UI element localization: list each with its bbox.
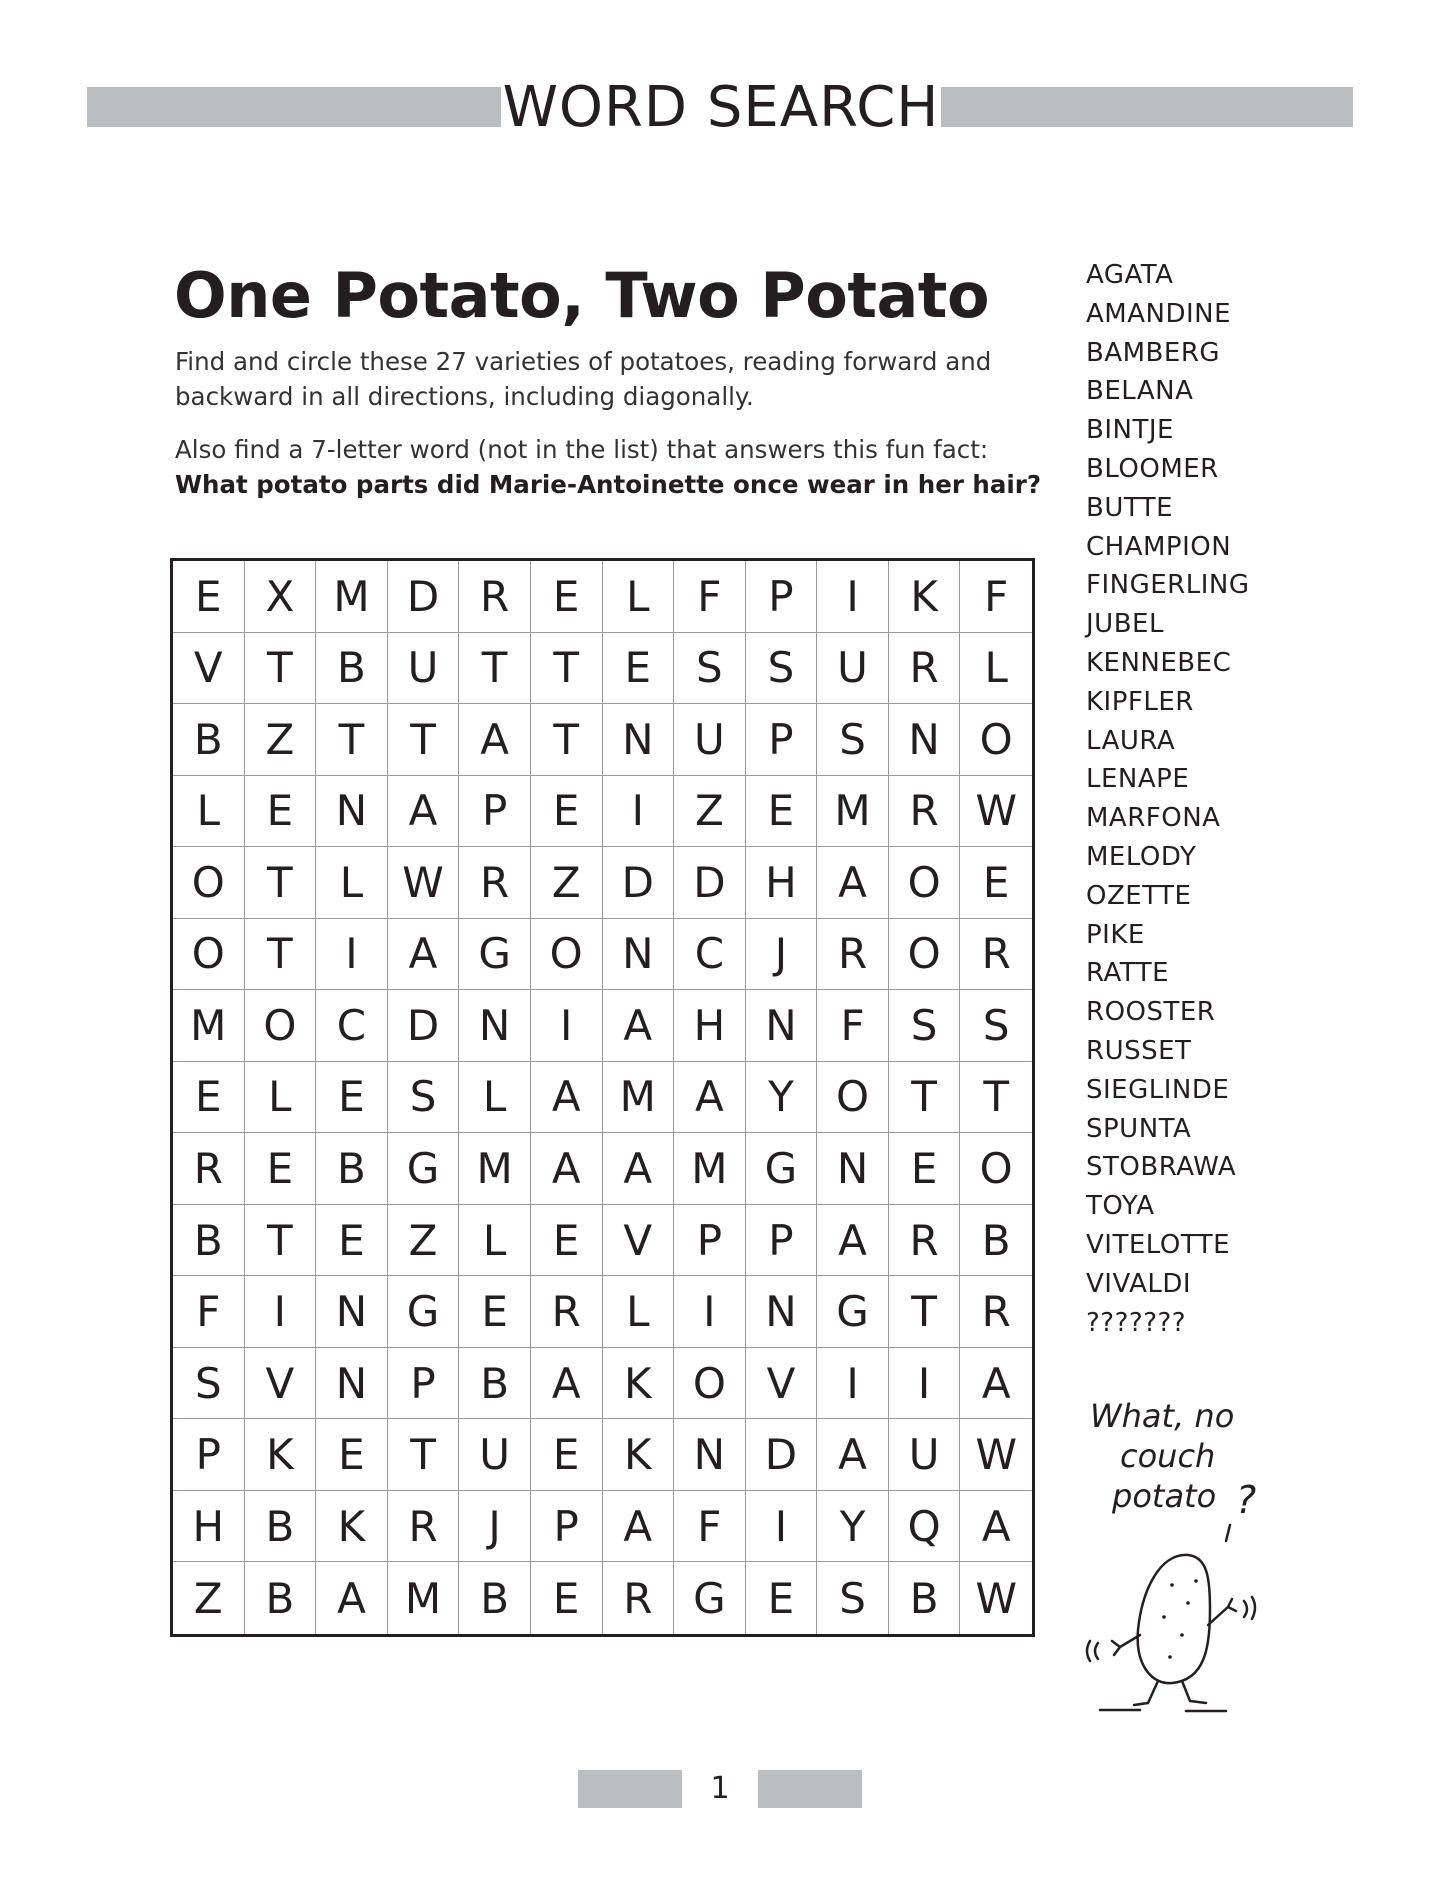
- grid-cell[interactable]: E: [245, 1133, 317, 1205]
- grid-cell[interactable]: A: [817, 1205, 889, 1277]
- grid-cell[interactable]: U: [459, 1419, 531, 1491]
- grid-cell[interactable]: F: [960, 561, 1032, 633]
- grid-cell[interactable]: U: [674, 704, 746, 776]
- grid-cell[interactable]: C: [316, 990, 388, 1062]
- instructions-block: [175, 344, 1055, 520]
- grid-cell[interactable]: O: [173, 847, 245, 919]
- grid-cell[interactable]: I: [603, 776, 675, 848]
- grid-cell[interactable]: O: [960, 1133, 1032, 1205]
- grid-cell[interactable]: E: [316, 1062, 388, 1134]
- word-list-item: SPUNTA: [1086, 1113, 1192, 1144]
- page-number: 1: [710, 1771, 730, 1806]
- grid-cell[interactable]: W: [960, 1419, 1032, 1491]
- header-bar-left: [87, 87, 501, 127]
- grid-cell[interactable]: I: [817, 561, 889, 633]
- grid-cell[interactable]: L: [960, 633, 1032, 705]
- grid-cell[interactable]: P: [173, 1419, 245, 1491]
- grid-cell[interactable]: T: [316, 704, 388, 776]
- grid-cell[interactable]: E: [316, 1205, 388, 1277]
- grid-cell[interactable]: S: [674, 633, 746, 705]
- grid-cell[interactable]: Y: [817, 1491, 889, 1563]
- word-list-item: LENAPE: [1086, 764, 1190, 795]
- grid-cell[interactable]: N: [603, 704, 675, 776]
- grid-cell[interactable]: R: [531, 1276, 603, 1348]
- grid-cell[interactable]: F: [173, 1276, 245, 1348]
- grid-cell[interactable]: L: [316, 847, 388, 919]
- grid-cell[interactable]: A: [960, 1348, 1032, 1420]
- word-list-item: AGATA: [1086, 260, 1174, 290]
- grid-cell[interactable]: E: [316, 1419, 388, 1491]
- grid-cell[interactable]: A: [531, 1062, 603, 1134]
- grid-cell[interactable]: U: [889, 1419, 961, 1491]
- word-list-item: ???????: [1086, 1307, 1187, 1338]
- grid-cell[interactable]: R: [388, 1491, 460, 1563]
- word-list-item: KIPFLER: [1086, 686, 1194, 717]
- grid-cell[interactable]: T: [531, 704, 603, 776]
- grid-cell[interactable]: I: [531, 990, 603, 1062]
- grid-cell[interactable]: A: [603, 1133, 675, 1205]
- grid-cell[interactable]: A: [388, 776, 460, 848]
- grid-cell[interactable]: B: [459, 1348, 531, 1420]
- grid-cell[interactable]: P: [746, 561, 818, 633]
- cartoon-caption-line1: What, no: [1090, 1397, 1235, 1435]
- section-header-title: WORD SEARCH: [502, 75, 940, 140]
- grid-cell[interactable]: Z: [674, 776, 746, 848]
- grid-cell[interactable]: K: [889, 561, 961, 633]
- grid-cell[interactable]: P: [388, 1348, 460, 1420]
- grid-cell[interactable]: P: [531, 1491, 603, 1563]
- grid-cell[interactable]: E: [173, 561, 245, 633]
- grid-cell[interactable]: A: [531, 1133, 603, 1205]
- grid-cell[interactable]: Y: [746, 1062, 818, 1134]
- word-list-item: SIEGLINDE: [1086, 1074, 1230, 1105]
- grid-cell[interactable]: E: [746, 1562, 818, 1634]
- grid-cell[interactable]: S: [889, 990, 961, 1062]
- grid-cell[interactable]: T: [245, 1205, 317, 1277]
- grid-cell[interactable]: L: [459, 1062, 531, 1134]
- grid-cell[interactable]: N: [674, 1419, 746, 1491]
- grid-cell[interactable]: V: [173, 633, 245, 705]
- grid-cell[interactable]: D: [674, 847, 746, 919]
- grid-cell[interactable]: V: [245, 1348, 317, 1420]
- grid-cell[interactable]: N: [746, 1276, 818, 1348]
- grid-cell[interactable]: M: [459, 1133, 531, 1205]
- cartoon-potato-illustration: [1060, 1385, 1300, 1725]
- grid-cell[interactable]: A: [459, 704, 531, 776]
- grid-cell[interactable]: B: [316, 1133, 388, 1205]
- grid-cell[interactable]: B: [245, 1562, 317, 1634]
- instructions-text: Find and circle these 27 varieties of potatoes, reading forward and backward in all directions, including diagonally.: [175, 347, 992, 411]
- grid-cell[interactable]: F: [817, 990, 889, 1062]
- grid-cell[interactable]: E: [960, 847, 1032, 919]
- grid-cell[interactable]: R: [889, 776, 961, 848]
- grid-cell[interactable]: N: [316, 1276, 388, 1348]
- footer-bar-right: [758, 1770, 862, 1808]
- grid-cell[interactable]: J: [746, 919, 818, 991]
- grid-cell[interactable]: P: [459, 776, 531, 848]
- grid-cell[interactable]: O: [674, 1348, 746, 1420]
- grid-cell[interactable]: Z: [388, 1205, 460, 1277]
- grid-cell[interactable]: A: [674, 1062, 746, 1134]
- cartoon-caption-line2: couch: [1120, 1437, 1216, 1475]
- grid-cell[interactable]: V: [603, 1205, 675, 1277]
- grid-cell[interactable]: R: [817, 919, 889, 991]
- potato-character-icon: [1087, 1525, 1255, 1711]
- grid-cell[interactable]: E: [531, 1205, 603, 1277]
- grid-cell[interactable]: S: [746, 633, 818, 705]
- grid-cell[interactable]: K: [603, 1348, 675, 1420]
- grid-cell[interactable]: S: [817, 1562, 889, 1634]
- grid-cell[interactable]: O: [960, 704, 1032, 776]
- grid-cell[interactable]: R: [603, 1562, 675, 1634]
- grid-cell[interactable]: R: [173, 1133, 245, 1205]
- grid-cell[interactable]: T: [889, 1062, 961, 1134]
- grid-cell[interactable]: S: [817, 704, 889, 776]
- grid-cell[interactable]: Z: [245, 704, 317, 776]
- word-list-item: CHAMPION: [1086, 531, 1232, 562]
- grid-cell[interactable]: P: [674, 1205, 746, 1277]
- puzzle-title: One Potato, Two Potato: [174, 259, 990, 332]
- grid-cell[interactable]: I: [245, 1276, 317, 1348]
- grid-cell[interactable]: D: [603, 847, 675, 919]
- word-list-item: JUBEL: [1086, 609, 1164, 640]
- grid-cell[interactable]: E: [889, 1133, 961, 1205]
- grid-cell[interactable]: H: [674, 990, 746, 1062]
- grid-cell[interactable]: M: [674, 1133, 746, 1205]
- footer-bar-left: [578, 1770, 682, 1808]
- fun-fact-intro: Also find a 7-letter word (not in the list) that answers this fun fact:: [175, 435, 989, 464]
- grid-cell[interactable]: W: [388, 847, 460, 919]
- grid-cell[interactable]: N: [459, 990, 531, 1062]
- grid-cell[interactable]: A: [388, 919, 460, 991]
- grid-cell[interactable]: R: [960, 1276, 1032, 1348]
- grid-cell[interactable]: N: [889, 704, 961, 776]
- grid-cell[interactable]: G: [459, 919, 531, 991]
- grid-cell[interactable]: S: [173, 1348, 245, 1420]
- grid-cell[interactable]: O: [889, 847, 961, 919]
- grid-cell[interactable]: M: [173, 990, 245, 1062]
- word-list-item: PIKE: [1086, 919, 1145, 950]
- word-list-item: LAURA: [1086, 725, 1176, 756]
- grid-cell[interactable]: A: [817, 847, 889, 919]
- grid-cell[interactable]: G: [746, 1133, 818, 1205]
- word-list-item: VIVALDI: [1086, 1268, 1192, 1299]
- grid-cell[interactable]: B: [960, 1205, 1032, 1277]
- grid-cell[interactable]: L: [173, 776, 245, 848]
- grid-cell[interactable]: D: [388, 561, 460, 633]
- grid-cell[interactable]: K: [245, 1419, 317, 1491]
- grid-cell[interactable]: W: [960, 776, 1032, 848]
- word-list-item: RUSSET: [1086, 1035, 1192, 1066]
- grid-cell[interactable]: K: [603, 1419, 675, 1491]
- grid-cell[interactable]: T: [889, 1276, 961, 1348]
- word-list-item: AMANDINE: [1086, 298, 1232, 329]
- grid-cell[interactable]: B: [889, 1562, 961, 1634]
- grid-cell[interactable]: B: [245, 1491, 317, 1563]
- grid-cell[interactable]: F: [674, 561, 746, 633]
- grid-cell[interactable]: A: [603, 1491, 675, 1563]
- grid-cell[interactable]: N: [316, 1348, 388, 1420]
- grid-cell[interactable]: V: [746, 1348, 818, 1420]
- grid-cell[interactable]: T: [388, 1419, 460, 1491]
- grid-cell[interactable]: E: [531, 776, 603, 848]
- grid-cell[interactable]: Q: [889, 1491, 961, 1563]
- word-list-item: BLOOMER: [1086, 453, 1219, 484]
- grid-cell[interactable]: E: [531, 1419, 603, 1491]
- grid-cell[interactable]: G: [674, 1562, 746, 1634]
- grid-cell[interactable]: I: [746, 1491, 818, 1563]
- grid-cell[interactable]: U: [388, 633, 460, 705]
- word-list-item: VITELOTTE: [1086, 1229, 1231, 1260]
- word-list-item: BUTTE: [1086, 492, 1174, 523]
- word-list-item: OZETTE: [1086, 880, 1192, 911]
- word-list-item: MELODY: [1086, 841, 1197, 872]
- grid-cell[interactable]: L: [245, 1062, 317, 1134]
- grid-cell[interactable]: A: [531, 1348, 603, 1420]
- grid-cell[interactable]: E: [531, 1562, 603, 1634]
- grid-cell[interactable]: D: [746, 1419, 818, 1491]
- grid-cell[interactable]: B: [316, 633, 388, 705]
- grid-cell[interactable]: T: [245, 633, 317, 705]
- word-list-item: FINGERLING: [1086, 570, 1250, 601]
- grid-cell[interactable]: I: [674, 1276, 746, 1348]
- grid-cell[interactable]: Z: [173, 1562, 245, 1634]
- cartoon-caption-line3: potato: [1112, 1477, 1217, 1515]
- grid-cell[interactable]: L: [459, 1205, 531, 1277]
- grid-cell[interactable]: R: [960, 919, 1032, 991]
- word-list-item: ROOSTER: [1086, 997, 1216, 1028]
- grid-cell[interactable]: A: [603, 990, 675, 1062]
- grid-cell[interactable]: X: [245, 561, 317, 633]
- grid-cell[interactable]: G: [388, 1133, 460, 1205]
- grid-cell[interactable]: P: [746, 704, 818, 776]
- grid-cell[interactable]: T: [245, 919, 317, 991]
- grid-cell[interactable]: E: [459, 1276, 531, 1348]
- grid-cell[interactable]: O: [531, 919, 603, 991]
- grid-cell[interactable]: I: [889, 1348, 961, 1420]
- grid-cell[interactable]: A: [960, 1491, 1032, 1563]
- grid-cell[interactable]: O: [245, 990, 317, 1062]
- grid-cell[interactable]: D: [388, 990, 460, 1062]
- grid-cell[interactable]: G: [388, 1276, 460, 1348]
- grid-cell[interactable]: N: [603, 919, 675, 991]
- grid-cell[interactable]: N: [817, 1133, 889, 1205]
- grid-cell[interactable]: H: [746, 847, 818, 919]
- grid-cell[interactable]: T: [960, 1062, 1032, 1134]
- word-list-item: TOYA: [1086, 1191, 1155, 1222]
- grid-cell[interactable]: T: [245, 847, 317, 919]
- grid-cell[interactable]: T: [459, 633, 531, 705]
- grid-cell[interactable]: H: [173, 1491, 245, 1563]
- grid-cell[interactable]: R: [889, 1205, 961, 1277]
- grid-cell[interactable]: T: [388, 704, 460, 776]
- word-list-item: STOBRAWA: [1086, 1152, 1237, 1183]
- grid-cell[interactable]: M: [388, 1562, 460, 1634]
- header-bar-right: [941, 87, 1353, 127]
- grid-cell[interactable]: B: [173, 704, 245, 776]
- cartoon-question-mark: ?: [1236, 1478, 1257, 1522]
- grid-cell[interactable]: R: [459, 561, 531, 633]
- grid-cell[interactable]: L: [603, 561, 675, 633]
- grid-cell[interactable]: Z: [531, 847, 603, 919]
- grid-cell[interactable]: O: [889, 919, 961, 991]
- grid-cell[interactable]: B: [459, 1562, 531, 1634]
- grid-cell[interactable]: E: [245, 776, 317, 848]
- word-list: [1086, 256, 1249, 1342]
- grid-cell[interactable]: M: [817, 776, 889, 848]
- grid-cell[interactable]: A: [316, 1562, 388, 1634]
- grid-cell[interactable]: P: [746, 1205, 818, 1277]
- grid-cell[interactable]: A: [817, 1419, 889, 1491]
- grid-cell[interactable]: W: [975, 1573, 1017, 1623]
- word-list-item: RATTE: [1086, 958, 1170, 989]
- grid-cell[interactable]: R: [889, 633, 961, 705]
- grid-cell[interactable]: K: [316, 1491, 388, 1563]
- word-list-item: BELANA: [1086, 376, 1194, 407]
- potato-eyes-icon: [1162, 1579, 1198, 1659]
- grid-cell[interactable]: S: [388, 1062, 460, 1134]
- grid-cell[interactable]: J: [459, 1491, 531, 1563]
- word-list-item: MARFONA: [1086, 803, 1221, 834]
- grid-cell[interactable]: O: [173, 919, 245, 991]
- grid-cell[interactable]: B: [173, 1205, 245, 1277]
- word-search-grid[interactable]: [170, 558, 1035, 1637]
- grid-cell[interactable]: R: [459, 847, 531, 919]
- grid-cell[interactable]: E: [531, 561, 603, 633]
- fun-fact-question: What potato parts did Marie-Antoinette once wear in her hair?: [175, 470, 1042, 499]
- grid-cell[interactable]: M: [603, 1062, 675, 1134]
- grid-cell[interactable]: F: [674, 1491, 746, 1563]
- word-list-item: KENNEBEC: [1086, 647, 1232, 678]
- grid-cell[interactable]: G: [817, 1276, 889, 1348]
- grid-cell[interactable]: N: [746, 990, 818, 1062]
- grid-cell[interactable]: I: [316, 919, 388, 991]
- word-list-item: BINTJE: [1086, 415, 1174, 446]
- grid-cell[interactable]: O: [817, 1062, 889, 1134]
- grid-cell[interactable]: L: [603, 1276, 675, 1348]
- grid-cell[interactable]: I: [817, 1348, 889, 1420]
- fun-fact-block: [175, 432, 1055, 502]
- grid-cell[interactable]: S: [960, 990, 1032, 1062]
- grid-cell[interactable]: E: [746, 776, 818, 848]
- grid-cell[interactable]: E: [603, 633, 675, 705]
- grid-cell[interactable]: T: [531, 633, 603, 705]
- grid-cell[interactable]: U: [817, 633, 889, 705]
- grid-cell[interactable]: C: [674, 919, 746, 991]
- grid-cell[interactable]: N: [316, 776, 388, 848]
- word-list-item: BAMBERG: [1086, 337, 1221, 368]
- grid-cell[interactable]: E: [173, 1062, 245, 1134]
- grid-cell[interactable]: M: [316, 561, 388, 633]
